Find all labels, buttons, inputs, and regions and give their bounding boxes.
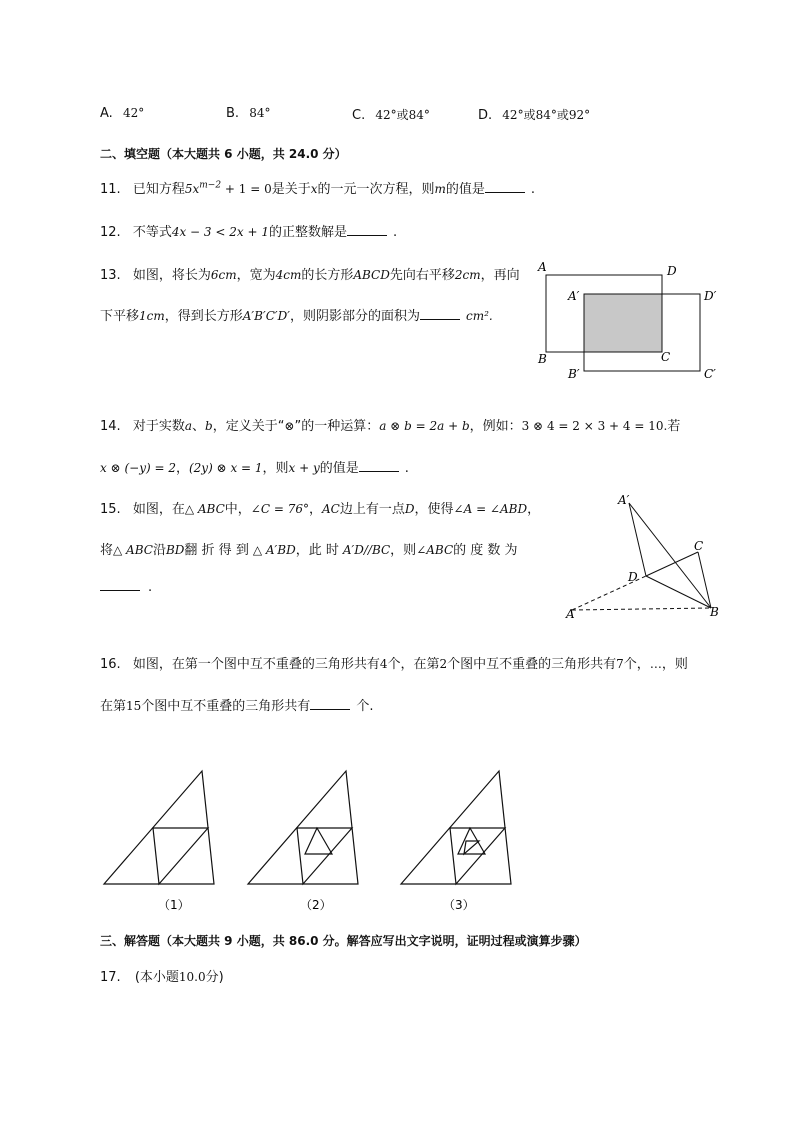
math: 7 [616,657,624,671]
text: 沿 [152,543,166,558]
answer-blank[interactable] [420,309,460,320]
math: 15 [126,699,142,713]
text: 将 [100,543,114,558]
label-c-prime: C′ [704,367,716,381]
answer-blank[interactable] [100,580,140,591]
math: D [404,502,415,516]
question-number: 11. [100,182,121,197]
figure-15-triangle-fold [560,490,730,620]
triangle-figure-2 [248,771,358,884]
math: AC [322,502,340,516]
question-13-line2 [100,305,493,324]
math: 1cm [139,309,165,323]
math: x [310,182,318,196]
math: 2cm [454,268,481,282]
question-12 [100,221,397,240]
segment-db [646,576,711,608]
label-b-prime: B′ [568,367,580,381]
text: ，则 [262,461,289,476]
option-value: 42°或84°或92° [502,108,591,122]
option-letter: D. [478,108,493,123]
text: 的长方形 [301,268,354,283]
triangle-figure-1 [104,771,214,884]
answer-blank[interactable] [485,182,525,193]
question-14-line1 [100,415,680,434]
text: ， [527,502,541,517]
text: 个， [623,657,650,672]
math: 2 [439,657,448,671]
math: 10.0 [178,970,206,984]
option-d [478,106,590,123]
math: ∠A = ∠ABD [453,502,528,516]
caption-figure-3: （3） [443,898,475,912]
math: ⊗ [284,419,295,433]
text: 的 度 数 为 [453,543,518,558]
text: 对于实数 [132,419,185,434]
triangle-figure-3 [401,771,511,884]
text: ，则阴影部分的面积为 [289,309,420,324]
text: 的值是 [445,182,485,197]
segment-dc [646,552,698,576]
text: 个图中互不重叠的三角形共有 [447,657,617,672]
question-number: 16. [100,657,121,672]
option-b [226,106,270,121]
math: △ ABC [184,502,225,516]
math: + 1 = 0 [221,182,272,196]
text: ，则 [390,543,417,558]
text: ，宽为 [236,268,276,283]
answer-blank[interactable] [347,225,387,236]
label-a: A [538,260,547,274]
question-16-line2 [100,695,373,714]
label-c: C [694,539,704,553]
text: (本小题 [134,970,179,985]
math: (2y) ⊗ x = 1 [188,461,263,475]
text: 的一元一次方程，则 [317,182,435,197]
label-a-prime: A′ [618,493,630,507]
text: . [530,182,536,197]
text: ，再向 [480,268,520,283]
question-13-line1 [100,264,520,283]
text: ，例如： [469,419,522,434]
answer-blank[interactable] [359,461,399,472]
label-d: D [628,570,638,584]
math: … [649,657,662,671]
caption-figure-1: （1） [158,898,190,912]
math: ABCD [353,268,390,282]
text: ， [309,502,323,517]
text: 个，在第 [387,657,440,672]
text: 的值是 [319,461,359,476]
math: ∠ABC [416,543,454,557]
math-sup: m−2 [199,180,222,191]
label-c: C [661,350,671,364]
text: ， [175,461,189,476]
text: ，得到长方形 [164,309,243,324]
shaded-overlap [584,294,662,352]
text: ，定义关于“ [212,419,285,434]
math: a ⊗ b = 2a + b [379,419,470,433]
option-value: 84° [249,106,271,120]
option-value: 42°或84° [375,108,430,122]
label-d: D [667,264,677,278]
text: 如图，在第一个图中互不重叠的三角形共有 [132,657,380,672]
figure-13-rectangles [530,258,730,382]
text: 在第 [100,699,127,714]
text: . [404,461,409,476]
math: a [184,419,192,433]
text: 分) [205,970,224,985]
option-c [352,106,430,123]
text: 如图，在 [132,502,185,517]
math: 4cm [275,268,302,282]
text: 翻 折 得 到 [184,543,249,558]
math: 6cm [210,268,237,282]
math: x ⊗ (−y) = 2 [100,461,176,475]
text: 若 [667,419,681,434]
question-16-line1 [100,653,688,672]
text: 的正整数解是 [268,225,347,240]
text: 如图，将长为 [132,268,211,283]
text: 是关于 [271,182,311,197]
caption-figure-2: （2） [300,898,332,912]
math: 4 [379,657,388,671]
question-15-line3 [100,580,152,595]
option-a [100,106,144,121]
text: 个图中互不重叠的三角形共有 [141,699,311,714]
option-value: 42° [122,106,145,120]
question-number: 13. [100,268,121,283]
math: cm². [465,309,493,323]
text: ，使得 [414,502,454,517]
text: . [392,225,398,240]
text: 中， [224,502,251,517]
text: 边上有一点 [339,502,405,517]
question-number: 14. [100,419,121,434]
text: 先向右平移 [389,268,455,283]
math: m [434,182,446,196]
label-a: A [566,607,575,620]
option-letter: C. [352,108,366,123]
label-d-prime: D′ [704,289,717,303]
text: 个. [356,699,374,714]
label-b: B [710,605,719,619]
text: ，此 时 [295,543,339,558]
math: △ ABC [113,543,153,557]
question-15-line2 [100,539,518,558]
label-b: B [538,352,547,366]
figure-16-nested-triangles [100,765,520,915]
question-number: 12. [100,225,121,240]
math: A′B′C′D′ [242,309,290,323]
option-letter: B. [226,106,240,121]
math: 3 ⊗ 4 = 2 × 3 + 4 = 10. [521,419,668,433]
option-letter: A. [100,106,113,121]
section-title-solutions: 三、解答题（本大题共 9 小题，共 86.0 分。解答应写出文字说明，证明过程或演算步骤） [100,934,587,948]
question-number: 17. [100,970,121,985]
answer-blank[interactable] [310,699,350,710]
text: 下平移 [100,309,140,324]
label-a-prime: A′ [568,289,580,303]
math: BD [165,543,185,557]
math: b [205,419,213,433]
math: 4x − 3 < 2x + 1 [171,225,269,239]
text: 、 [192,419,206,434]
text: ”的一种运算： [294,419,380,434]
text: ，则 [661,657,688,672]
math: x + y [288,461,320,475]
text: 不等式 [132,225,172,240]
section-title-fill-in: 二、填空题（本大题共 6 小题，共 24.0 分） [100,147,347,161]
segment-ab-dashed [572,608,711,610]
question-14-line2 [100,457,409,476]
question-number: 15. [100,502,121,517]
question-15-line1 [100,498,540,517]
question-17 [100,966,224,985]
math: 5x [184,182,200,196]
text: . [148,580,153,595]
text: 已知方程 [132,182,185,197]
math: A′D//BC [342,543,391,557]
math: △ A′BD [252,543,296,557]
math: ∠C = 76° [250,502,309,516]
question-11 [100,178,535,197]
